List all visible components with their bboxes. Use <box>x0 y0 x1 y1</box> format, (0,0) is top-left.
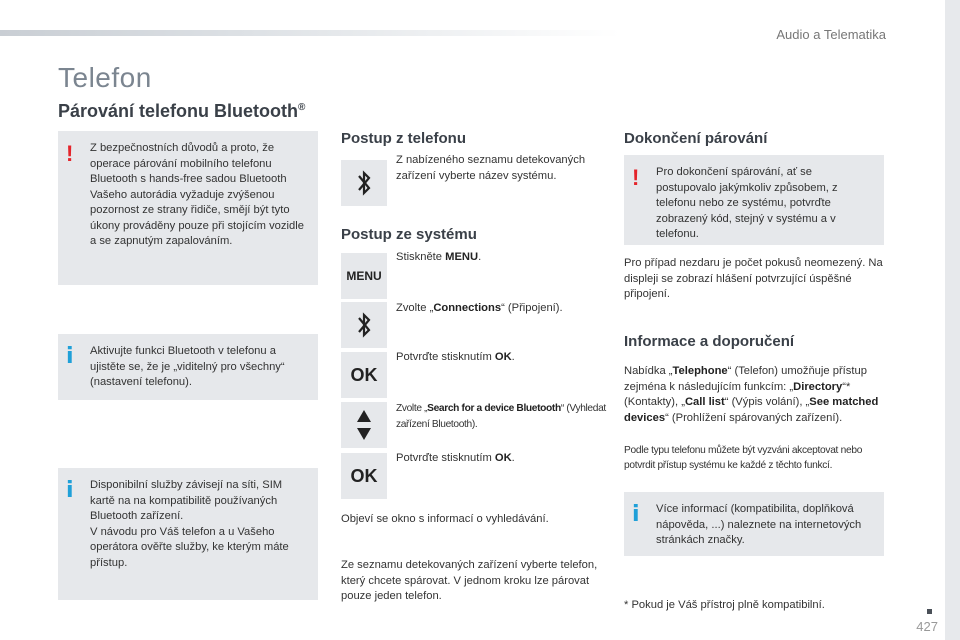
info-icon: i <box>66 344 74 369</box>
header-bar <box>0 30 620 36</box>
search-info-text: Objeví se okno s informací o vyhledávání. <box>341 513 549 525</box>
up-down-arrows-icon <box>341 402 387 448</box>
step-phone-text: Z nabízeného seznamu detekovaných zařízení vyberte název systému. <box>396 154 586 182</box>
warning-box <box>58 131 318 285</box>
ok-button-icon: OK <box>341 453 387 499</box>
page-title: Telefon <box>58 62 152 93</box>
info-text: Více informací (kompatibilita, doplňková nápověda, ...) naleznete na internetových stránkách značky. <box>656 503 862 546</box>
heading-system-procedure: Postup ze systému <box>341 226 477 243</box>
page-subtitle: Párování telefonu Bluetooth® <box>58 101 306 121</box>
warning-icon: ! <box>66 141 74 166</box>
page-marker <box>927 609 932 614</box>
info-box <box>58 468 318 600</box>
warning-text: Pro dokončení spárování, ať se postupovalo jakýmkoliv způsobem, z telefonu nebo ze systému, potvrďte zobrazený kód, stejný v systému a v telefonu. <box>656 166 838 240</box>
recommendations-text: Nabídka „Telephone“ (Telefon) umožňuje přístup zejména k následujícím funkcím: „Directory“* (Kontakty), „Call list“ (Výpis volání), „See matched devices“ (Prohlížení spárovaných zařízení). <box>624 365 879 424</box>
info-box <box>58 334 318 400</box>
info-icon: i <box>66 478 74 503</box>
step-3-text: Potvrďte stisknutím OK. <box>396 351 515 363</box>
page-number: 427 <box>916 619 938 634</box>
select-phone-text: Ze seznamu detekovaných zařízení vyberte telefon, který chcete spárovat. V jednom kroku lze párovat pouze jeden telefon. <box>341 559 598 602</box>
info-text: Aktivujte funkci Bluetooth v telefonu a ujistěte se, že je „viditelný pro všechny“ (nastavení telefonu). <box>90 345 285 388</box>
warning-box <box>624 155 884 245</box>
warning-text: Z bezpečnostních důvodů a proto, že operace párování mobilního telefonu Bluetooth s hands-free sadou Bluetooth Vašeho autorádia vyžaduje zvýšenou pozornost ze strany řidiče, smějí být tyto úkony prováděny pouze při stojícím vozidle a se zapnutým zapalováním. <box>90 142 304 247</box>
step-2-text: Zvolte „Connections“ (Připojení). <box>396 302 563 314</box>
step-1-text: Stiskněte MENU. <box>396 251 482 263</box>
step-5-text: Potvrďte stisknutím OK. <box>396 452 515 464</box>
info-text: Disponibilní služby závisejí na síti, SIM kartě na na kompatibilitě používaných Bluetooth zařízení. V návodu pro Váš telefon a u Vašeho operátora ověřte služby, ke kterým máte přístup. <box>90 479 289 569</box>
info-box <box>624 492 884 556</box>
side-strip <box>945 0 960 640</box>
bluetooth-icon <box>341 302 387 348</box>
warning-icon: ! <box>632 165 640 190</box>
heading-pairing-completion: Dokončení párování <box>624 130 768 147</box>
ok-button-icon: OK <box>341 352 387 398</box>
info-icon: i <box>632 502 640 527</box>
section-label: Audio a Telematika <box>776 27 886 42</box>
step-4-text: Zvolte „Search for a device Bluetooth“ (Vyhledat zařízení Bluetooth). <box>396 403 606 430</box>
menu-button-icon: MENU <box>341 253 387 299</box>
heading-phone-procedure: Postup z telefonu <box>341 130 466 147</box>
heading-recommendations: Informace a doporučení <box>624 333 795 350</box>
retry-info-text: Pro případ nezdaru je počet pokusů neomezený. Na displeji se zobrazí hlášení potvrzující úspěšné připojení. <box>624 257 883 300</box>
recommendations-note: Podle typu telefonu můžete být vyzváni akceptovat nebo potvrdit přístup systému ke každé z těchto funkcí. <box>624 445 863 471</box>
bluetooth-icon <box>341 160 387 206</box>
footnote: * Pokud je Váš přístroj plně kompatibilní. <box>624 599 825 611</box>
